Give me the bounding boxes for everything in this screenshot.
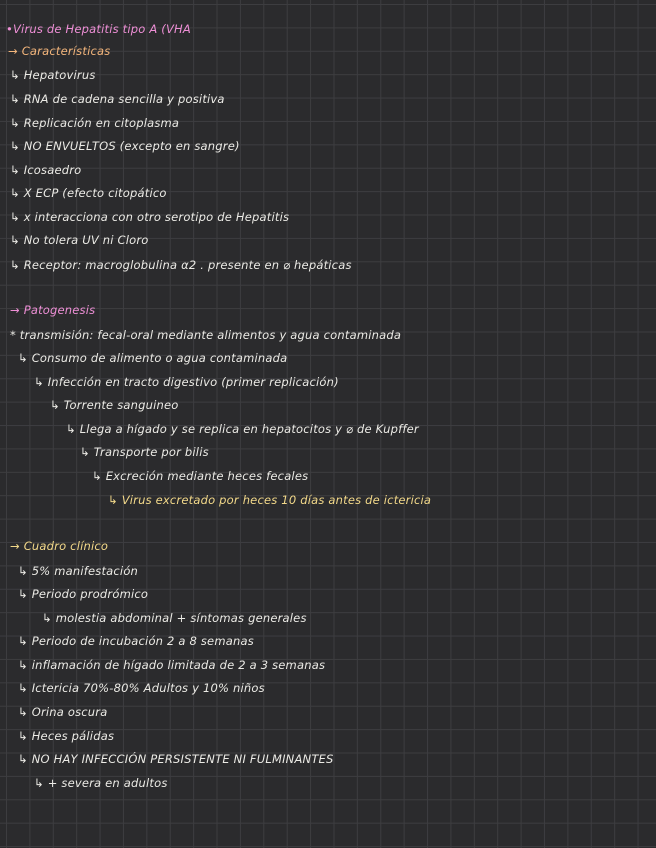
list-item-highlight: ↳ Virus excretado por heces 10 días antes de ictericia xyxy=(108,493,432,507)
list-item: * transmisión: fecal-oral mediante alimentos y agua contaminada xyxy=(10,328,402,342)
list-item: ↳ NO HAY INFECCIÓN PERSISTENTE NI FULMINANTES xyxy=(18,752,334,766)
list-item: ↳ No tolera UV ni Cloro xyxy=(10,233,149,247)
page-title: •Virus de Hepatitis tipo A (VHA xyxy=(6,22,191,36)
list-item: ↳ Llega a hígado y se replica en hepatocitos y ⌀ de Kupffer xyxy=(66,422,419,436)
list-item: ↳ Hepatovirus xyxy=(10,68,96,82)
list-item: ↳ NO ENVUELTOS (excepto en sangre) xyxy=(10,139,240,153)
list-item: ↳ Periodo de incubación 2 a 8 semanas xyxy=(18,634,254,648)
list-item: ↳ inflamación de hígado limitada de 2 a 3 semanas xyxy=(18,658,326,672)
list-item: ↳ Icosaedro xyxy=(10,163,82,177)
list-item: ↳ Transporte por bilis xyxy=(80,445,209,459)
section-heading-cuadro-clinico: → Cuadro clínico xyxy=(10,539,109,553)
list-item: ↳ 5% manifestación xyxy=(18,564,139,578)
list-item: ↳ Heces pálidas xyxy=(18,729,115,743)
list-item: ↳ molestia abdominal + síntomas generales xyxy=(42,611,307,625)
section-heading-caracteristicas: → Características xyxy=(8,44,111,58)
list-item: ↳ Excreción mediante heces fecales xyxy=(92,469,309,483)
list-item: ↳ Orina oscura xyxy=(18,705,108,719)
list-item: ↳ RNA de cadena sencilla y positiva xyxy=(10,92,225,106)
list-item: ↳ Replicación en citoplasma xyxy=(10,116,180,130)
list-item: ↳ Receptor: macroglobulina α2 . presente en ⌀ hepáticas xyxy=(10,258,352,272)
list-item: ↳ + severa en adultos xyxy=(34,776,168,790)
list-item: ↳ Infección en tracto digestivo (primer replicación) xyxy=(34,375,339,389)
list-item: ↳ x interacciona con otro serotipo de Hepatitis xyxy=(10,210,290,224)
list-item: ↳ Torrente sanguineo xyxy=(50,398,179,412)
list-item: ↳ X ECP (efecto citopático xyxy=(10,186,167,200)
list-item: ↳ Ictericia 70%-80% Adultos y 10% niños xyxy=(18,681,265,695)
section-heading-patogenesis: → Patogenesis xyxy=(10,303,96,317)
list-item: ↳ Periodo prodrómico xyxy=(18,587,149,601)
list-item: ↳ Consumo de alimento o agua contaminada xyxy=(18,351,288,365)
